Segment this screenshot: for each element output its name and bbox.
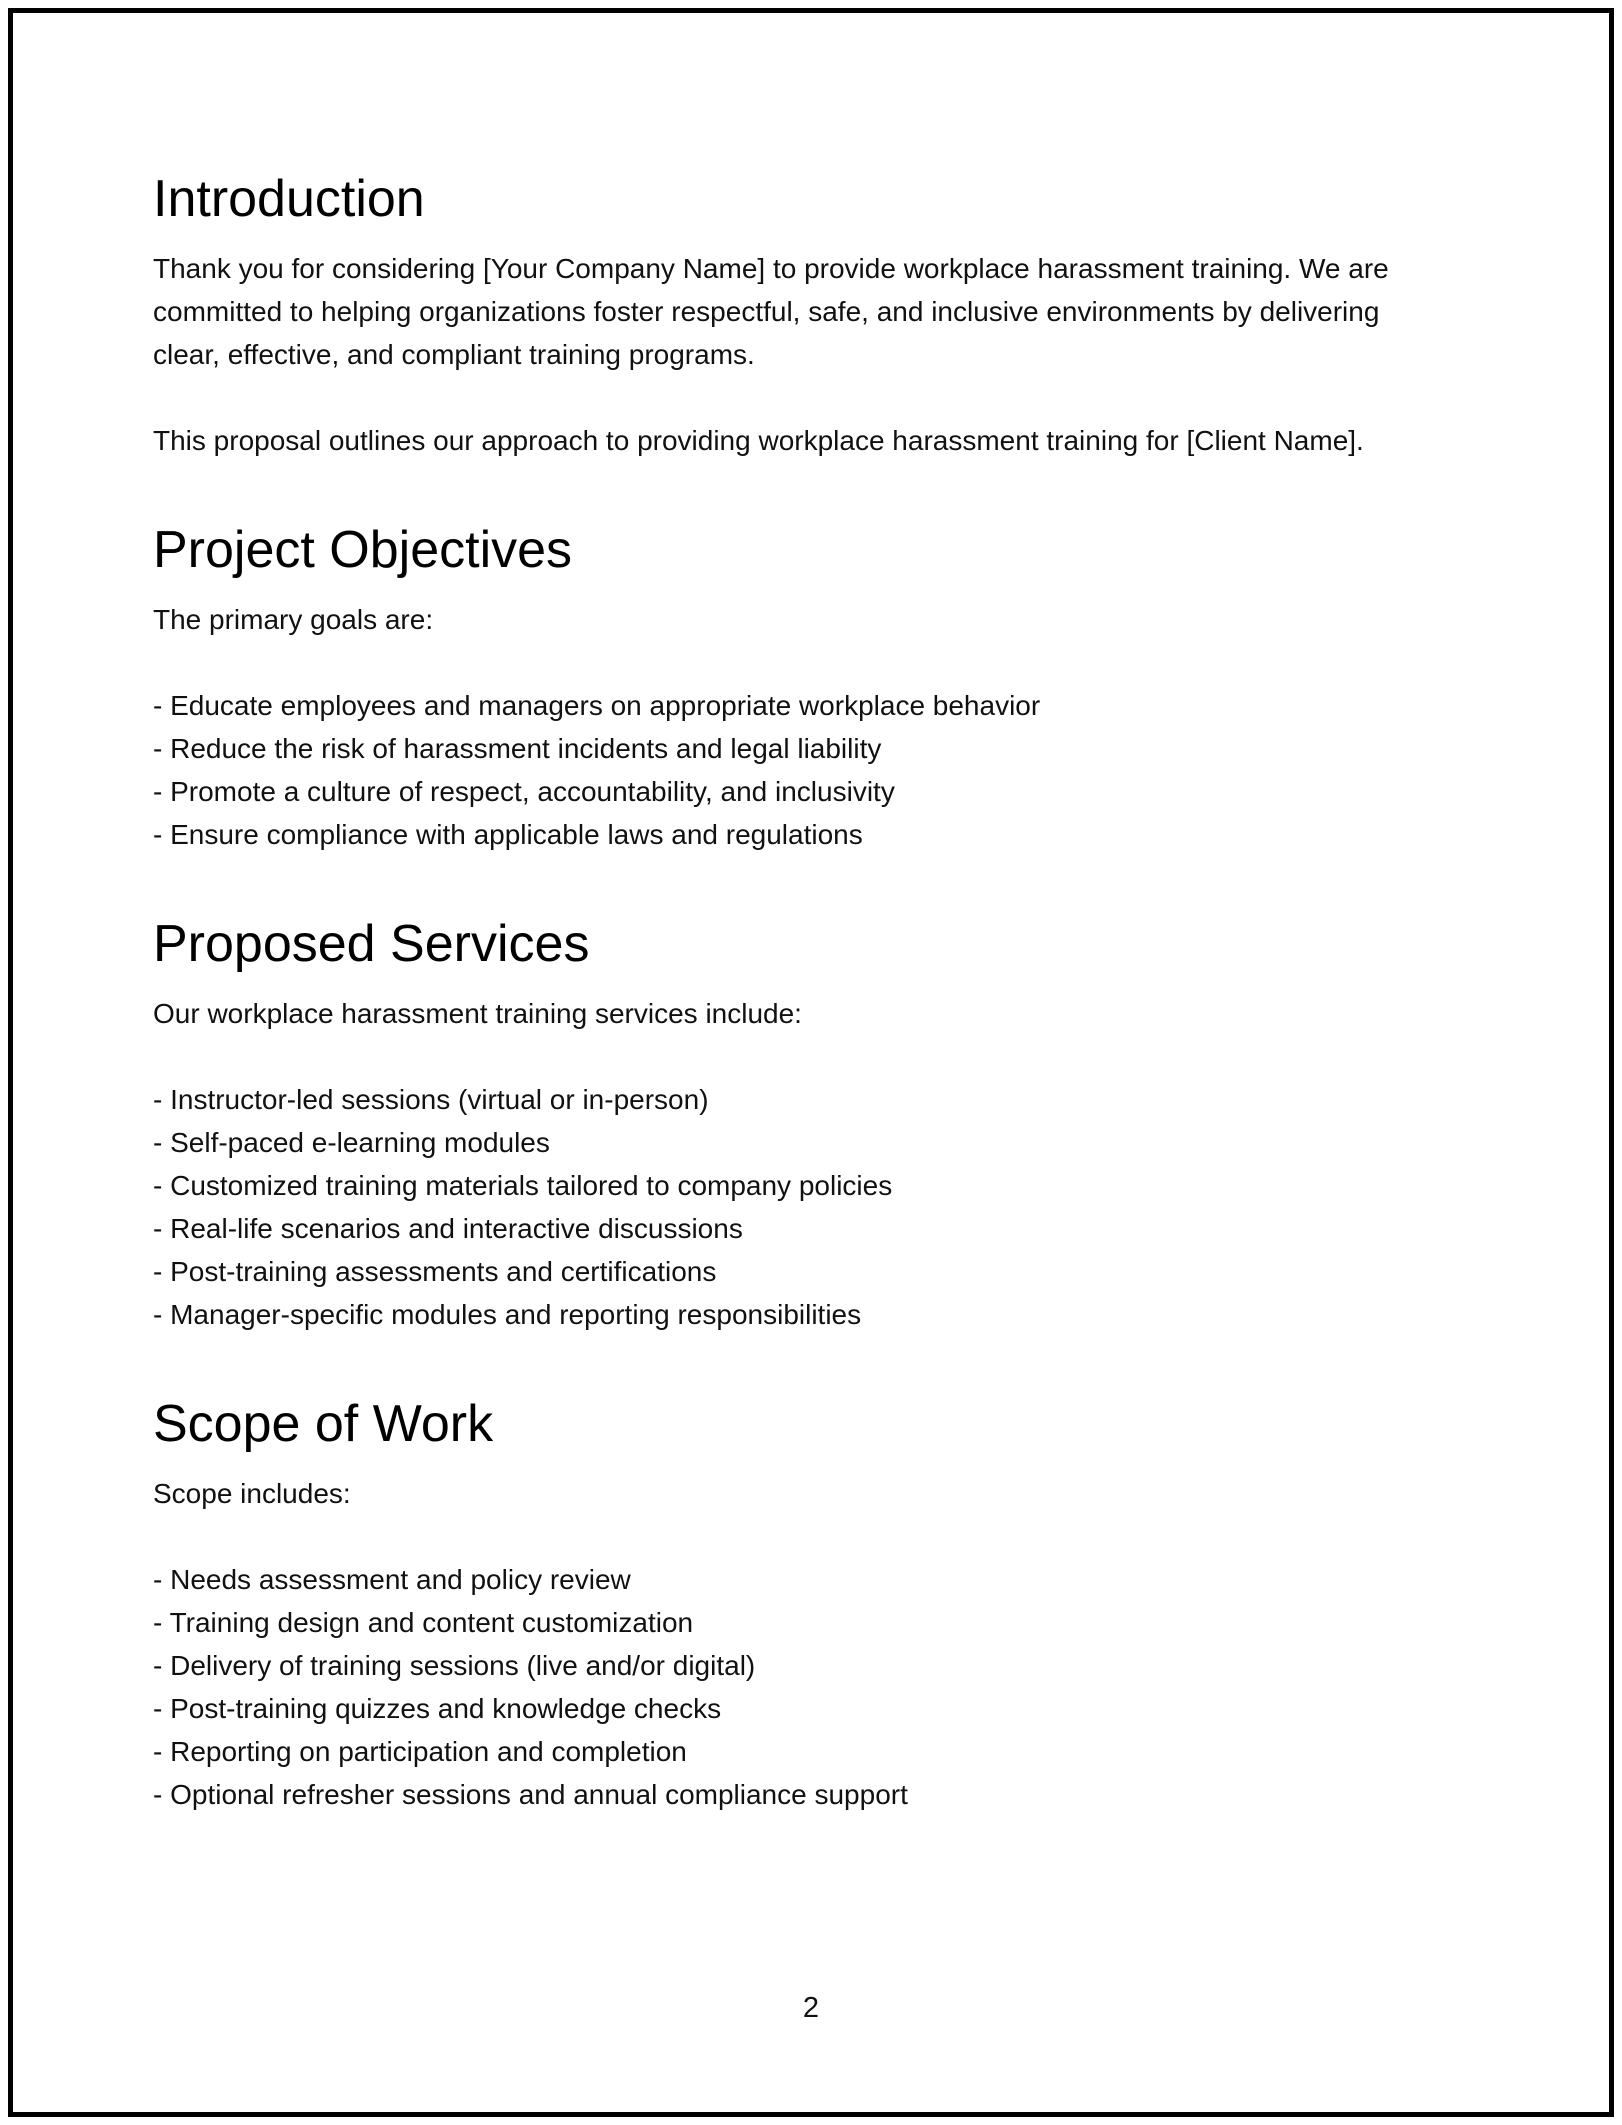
- page-number: 2: [802, 1992, 820, 2024]
- objectives-list: [153, 684, 1413, 856]
- objectives-section: [153, 514, 1413, 856]
- scope-intro: Scope includes:: [153, 1478, 351, 1509]
- list-item: - Delivery of training sessions (live and/or digital): [153, 1650, 756, 1681]
- list-item: - Promote a culture of respect, accountability, and inclusivity: [153, 776, 895, 807]
- introduction-heading: Introduction: [153, 170, 425, 228]
- list-item: - Self-paced e-learning modules: [153, 1127, 550, 1158]
- services-heading: Proposed Services: [153, 915, 590, 973]
- list-item: - Real-life scenarios and interactive discussions: [153, 1213, 743, 1244]
- list-item: - Customized training materials tailored to company policies: [153, 1170, 893, 1201]
- introduction-paragraph-1: Thank you for considering [Your Company Name] to provide workplace harassment training. We are committed to helping organizations foster respectful, safe, and inclusive environments by delivering clear, effective, and compliant training programs.: [153, 253, 1389, 370]
- introduction-section: [153, 163, 1413, 462]
- list-item: - Post-training assessments and certifications: [153, 1256, 717, 1287]
- list-item: - Post-training quizzes and knowledge checks: [153, 1693, 722, 1724]
- introduction-paragraph-2: This proposal outlines our approach to providing workplace harassment training for [Client Name].: [153, 425, 1364, 456]
- paragraph-spacer: [153, 1515, 1413, 1558]
- list-item: - Manager-specific modules and reporting responsibilities: [153, 1299, 862, 1330]
- paragraph-spacer: [153, 641, 1413, 684]
- objectives-intro: The primary goals are:: [153, 604, 434, 635]
- list-item: - Needs assessment and policy review: [153, 1564, 631, 1595]
- list-item: - Educate employees and managers on appropriate workplace behavior: [153, 690, 1041, 721]
- paragraph-spacer: [153, 1035, 1413, 1078]
- scope-section: [153, 1388, 1413, 1816]
- list-item: - Training design and content customization: [153, 1607, 694, 1638]
- list-item: - Optional refresher sessions and annual compliance support: [153, 1779, 908, 1810]
- list-item: - Ensure compliance with applicable laws and regulations: [153, 819, 863, 850]
- scope-list: [153, 1558, 1413, 1816]
- paragraph-spacer: [153, 376, 1413, 419]
- document-body: [153, 163, 1413, 1816]
- services-section: [153, 908, 1413, 1336]
- objectives-heading: Project Objectives: [153, 521, 573, 579]
- services-intro: Our workplace harassment training services include:: [153, 998, 802, 1029]
- list-item: - Reporting on participation and completion: [153, 1736, 687, 1767]
- list-item: - Instructor-led sessions (virtual or in-person): [153, 1084, 709, 1115]
- list-item: - Reduce the risk of harassment incidents and legal liability: [153, 733, 882, 764]
- services-list: [153, 1078, 1413, 1336]
- scope-heading: Scope of Work: [153, 1395, 494, 1453]
